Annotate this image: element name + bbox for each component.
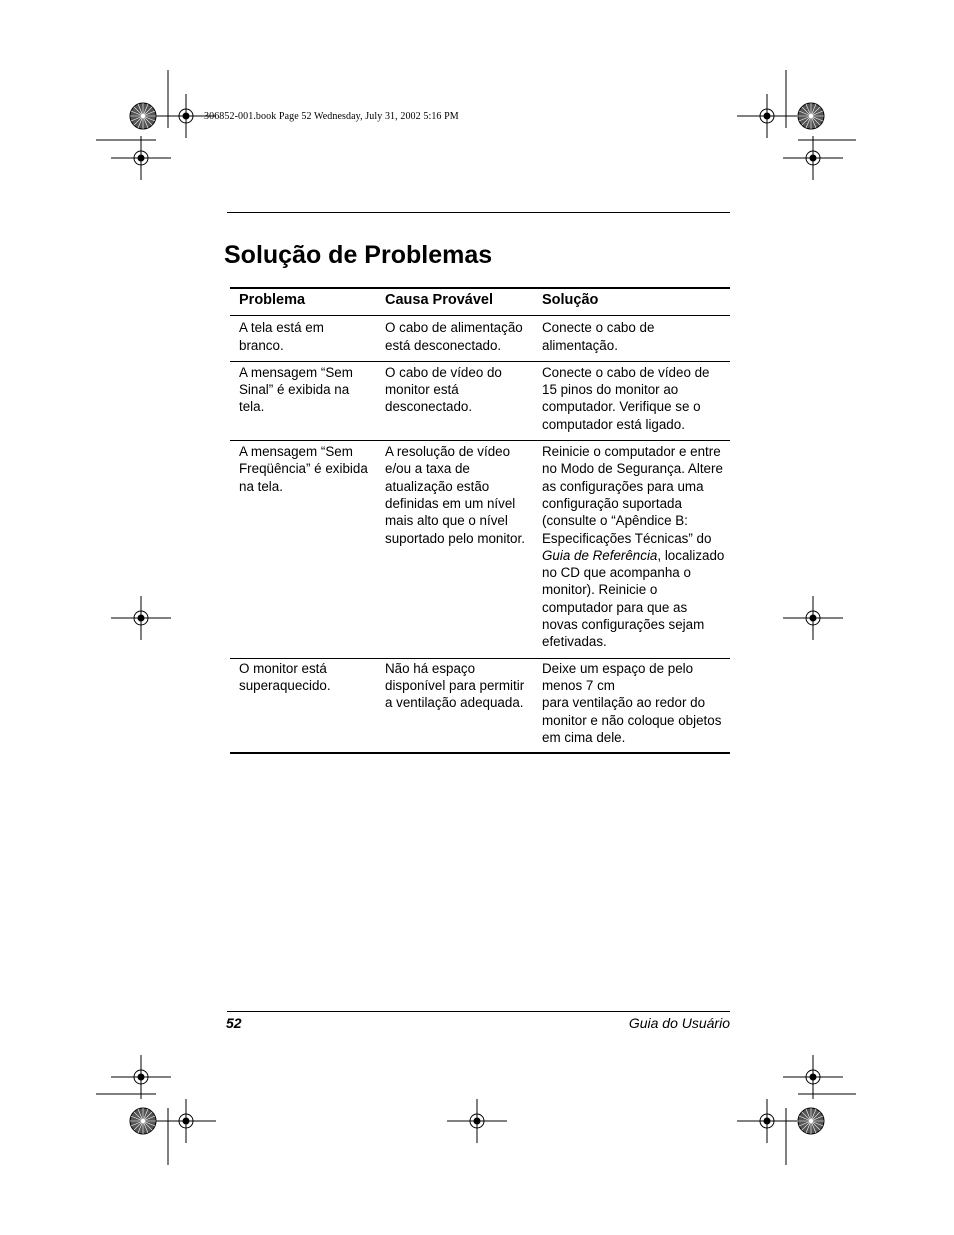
problem-cell: O monitor está superaquecido. (230, 658, 376, 753)
troubleshooting-table (230, 287, 730, 754)
solution-cell: Conecte o cabo de alimentação. (533, 316, 730, 362)
cause-cell: A resolução de vídeo e/ou a taxa de atualização estão definidas em um nível mais alto que o nível suportado pelo monitor. (376, 441, 533, 659)
problem-cell: A tela está em branco. (230, 316, 376, 362)
solution-cell (533, 658, 730, 753)
footer-book-title: Guia do Usuário (628, 1015, 730, 1031)
top-rule (227, 212, 730, 213)
cause-cell: O cabo de alimentação está desconectado. (376, 316, 533, 362)
solution-text-end: , localizado no CD que acompanha o monitor). Reinicie o computador para que as novas configurações sejam efetivadas. (542, 547, 725, 650)
page-title: Solução de Problemas (224, 241, 493, 269)
column-header-cause: Causa Provável (376, 288, 533, 316)
reference-guide-title: Guia de Referência (542, 547, 658, 563)
page-number: 52 (226, 1015, 242, 1031)
solution-text-start: Reinicie o computador e entre no Modo de Segurança. Altere as configurações para uma configuração suportada (consulte o “Apêndice B: Especificações Técnicas” do (542, 444, 723, 546)
table-row (230, 316, 730, 362)
table-row (230, 361, 730, 440)
solution-cell (533, 441, 730, 659)
problem-cell: A mensagem “Sem Freqüência” é exibida na tela. (230, 441, 376, 659)
book-print-header: 306852-001.book Page 52 Wednesday, July 31, 2002 5:16 PM (204, 111, 459, 122)
table-row (230, 441, 730, 659)
solution-line-2: para ventilação ao redor do monitor e não coloque objetos em cima dele. (542, 695, 722, 745)
cause-cell: O cabo de vídeo do monitor está desconectado. (376, 361, 533, 440)
table-header-row (230, 288, 730, 316)
problem-cell: A mensagem “Sem Sinal” é exibida na tela. (230, 361, 376, 440)
solution-cell: Conecte o cabo de vídeo de 15 pinos do monitor ao computador. Verifique se o computador está ligado. (533, 361, 730, 440)
column-header-solution: Solução (533, 288, 730, 316)
table-row (230, 658, 730, 753)
footer-rule (227, 1011, 730, 1012)
cause-cell: Não há espaço disponível para permitir a ventilação adequada. (376, 658, 533, 753)
column-header-problem: Problema (230, 288, 376, 316)
solution-line-1: Deixe um espaço de pelo menos 7 cm (542, 660, 694, 693)
